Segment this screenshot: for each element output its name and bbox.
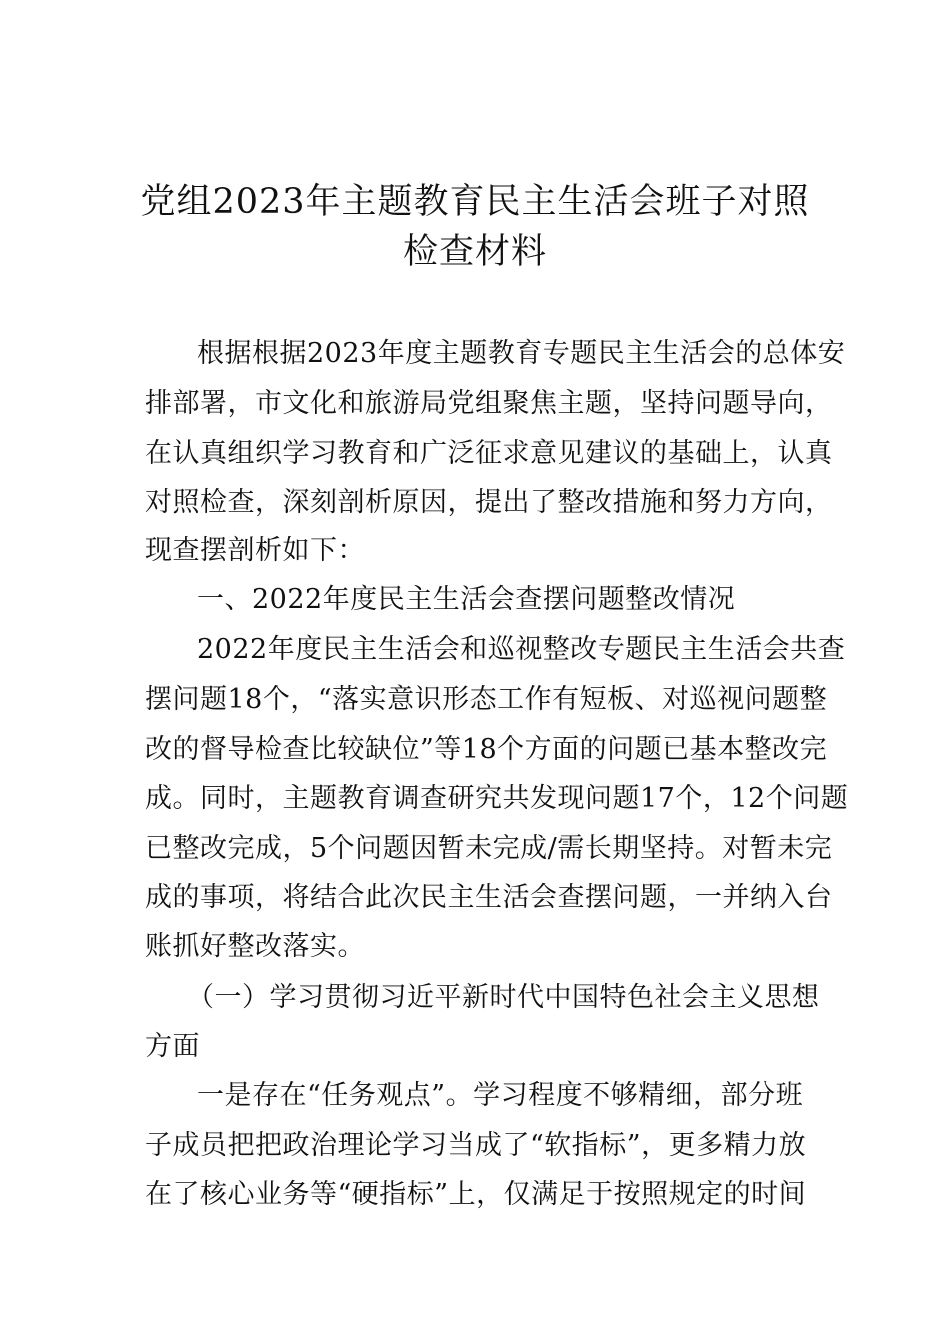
body-line: 对照检查，深刻剖析原因，提出了整改措施和努力方向， bbox=[145, 487, 833, 518]
body-line: 排部署，市文化和旅游局党组聚焦主题，坚持问题导向， bbox=[145, 388, 833, 419]
subsection-heading-continued: 方面 bbox=[145, 1031, 200, 1062]
document-title-line-1: 党组2023年主题教育民主生活会班子对照 bbox=[140, 182, 810, 222]
body-line: 子成员把把政治理论学习当成了“软指标”，更多精力放 bbox=[145, 1130, 807, 1161]
document-title-line-2: 检查材料 bbox=[402, 232, 547, 272]
body-line: 一是存在“任务观点”。学习程度不够精细，部分班 bbox=[197, 1080, 804, 1111]
body-line: 成的事项，将结合此次民主生活会查摆问题，一并纳入台 bbox=[145, 882, 833, 913]
section-heading: 一、2022年度民主生活会查摆问题整改情况 bbox=[197, 584, 736, 615]
body-line: 成。同时，主题教育调查研究共发现问题17个，12个问题 bbox=[145, 783, 849, 814]
body-line: 摆问题18个，“落实意识形态工作有短板、对巡视问题整 bbox=[145, 684, 828, 715]
body-line: 在了核心业务等“硬指标”上，仅满足于按照规定的时间 bbox=[145, 1179, 807, 1210]
body-line: 现查摆剖析如下： bbox=[145, 535, 365, 566]
body-line: 在认真组织学习教育和广泛征求意见建议的基础上，认真 bbox=[145, 438, 833, 469]
body-line: 改的督导检查比较缺位”等18个方面的问题已基本整改完 bbox=[145, 734, 828, 765]
subsection-heading: （一）学习贯彻习近平新时代中国特色社会主义思想 bbox=[187, 982, 820, 1013]
body-line: 账抓好整改落实。 bbox=[145, 931, 365, 962]
body-line: 已整改完成，5个问题因暂未完成/需长期坚持。对暂未完 bbox=[145, 833, 833, 864]
body-line: 2022年度民主生活会和巡视整改专题民主生活会共查 bbox=[197, 634, 846, 665]
body-line: 根据根据2023年度主题教育专题民主生活会的总体安 bbox=[197, 338, 846, 369]
